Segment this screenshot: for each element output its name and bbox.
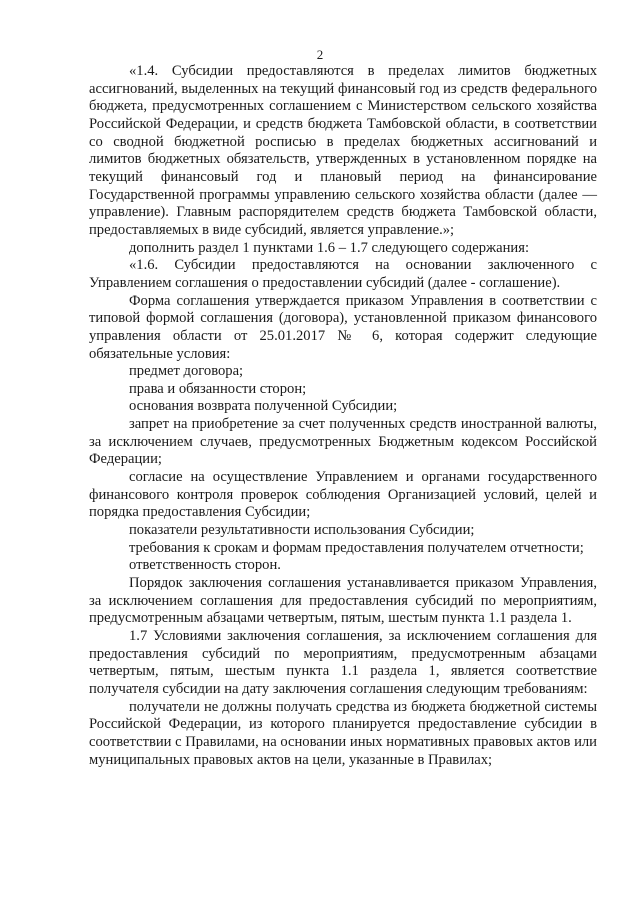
paragraph-1-4: «1.4. Субсидии предоставляются в пределах лимитов бюджетных ассигнований, выделенных на текущий финансовый год из средств федерального бюджета, предусмотренных соглашением с Министерством сельского хозяйства Российской Федерации, и средств бюджета Тамбовской области, в соответствии со сводной бюджетной росписью в пределах бюджетных ассигнований и лимитов бюджетных обязательств, утвержденных в установленном порядке на текущий финансовый год и плановый период на финансирование Государственной программы управлению сельского хозяйства области (далее — управление). Главным распорядителем средств бюджета Тамбовской области, предоставляемых в виде субсидий, является управление.»; (89, 63, 597, 238)
list-item-rights: права и обязанности сторон; (129, 380, 307, 397)
list-item-liability: ответственность сторон. (129, 557, 281, 574)
list-item-refund-grounds: основания возврата полученной Субсидии; (129, 398, 398, 415)
list-item-subject: предмет договора; (129, 363, 244, 380)
paragraph-agreement-procedure: Порядок заключения соглашения устанавливается приказом Управления, за исключением соглашения для предоставления субсидий по мероприятиям, предусмотренным абзацами четвертым, пятым, шестым пункта 1.1 раздела 1. (89, 575, 597, 627)
list-item-reporting-requirements: требования к срокам и формам предоставления получателем отчетности; (129, 539, 584, 556)
list-item-performance-indicators: показатели результативности использования Субсидии; (129, 522, 475, 539)
paragraph-agreement-form: Форма соглашения утверждается приказом Управления в соответствии с типовой формой соглашения (договора), установленной приказом финансового управления области от 25.01.2017 № 6, которая содержит следующие обязательные условия: (89, 292, 597, 362)
document-body (89, 63, 597, 769)
list-item-audit-consent: согласие на осуществление Управлением и органами государственного финансового контроля проверок соблюдения Организацией условий, целей и порядка предоставления Субсидии; (89, 469, 597, 521)
page-number: 2 (316, 47, 324, 62)
paragraph-1-6: «1.6. Субсидии предоставляются на основании заключенного с Управлением соглашения о предоставлении субсидий (далее - соглашение). (89, 257, 597, 291)
paragraph-amendment-intro: дополнить раздел 1 пунктами 1.6 – 1.7 следующего содержания: (129, 239, 529, 256)
list-item-currency-ban: запрет на приобретение за счет полученных средств иностранной валюты, за исключением случаев, предусмотренных Бюджетным кодексом Российской Федерации; (89, 416, 597, 468)
paragraph-1-7: 1.7 Условиями заключения соглашения, за исключением соглашения для предоставления субсидий по мероприятиям, предусмотренным абзацами четвертым, пятым, шестым пункта 1.1 раздела 1, является соответствие получателя субсидии на дату заключения соглашения следующим требованиям: (89, 628, 597, 697)
list-item-no-other-funding: получатели не должны получать средства из бюджета бюджетной системы Российской Федерации, из которого планируется предоставление субсидии в соответствии с Правилами, на основании иных нормативных правовых актов или муниципальных правовых актов на цели, указанные в Правилах; (89, 698, 597, 768)
